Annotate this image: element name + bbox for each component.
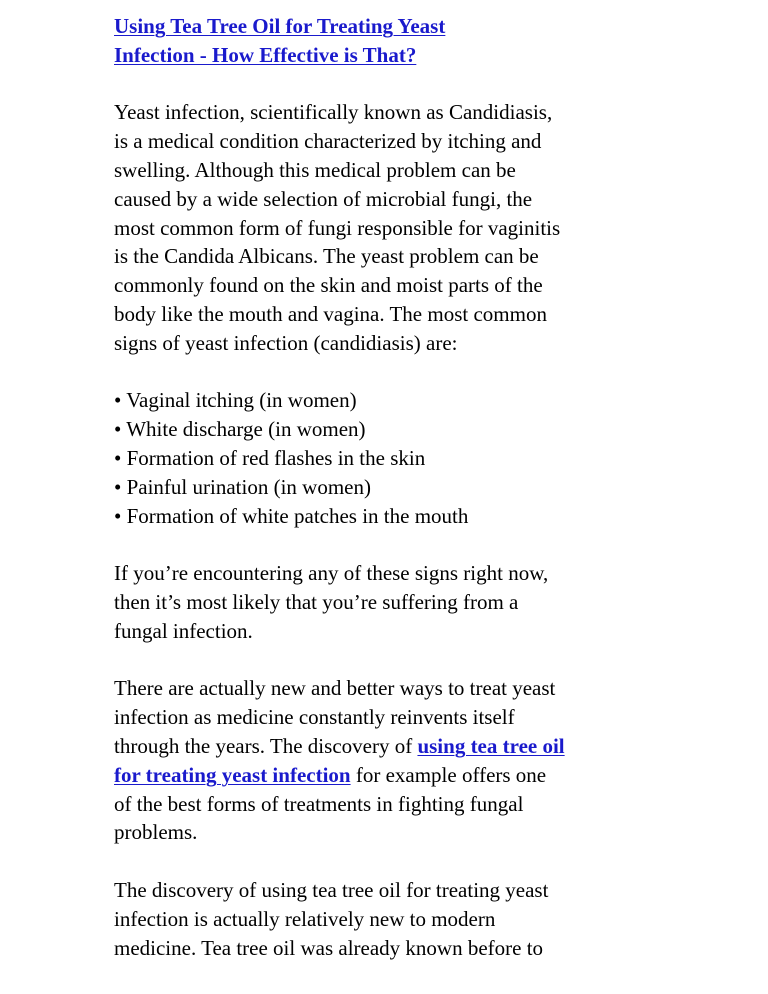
spacer [114, 358, 674, 387]
title-line-2[interactable]: Infection - How Effective is That? [114, 42, 417, 67]
list-item: • Painful urination (in women) [114, 474, 371, 499]
list-item: • Formation of white patches in the mouth [114, 503, 469, 528]
paragraph-line [114, 732, 674, 761]
tea-tree-oil-link-part-1[interactable]: using tea tree oil [417, 733, 565, 758]
treatment-paragraph [114, 674, 674, 847]
spacer [114, 530, 674, 559]
tea-tree-oil-link-part-2[interactable]: for treating yeast infection [114, 762, 351, 787]
intro-line: signs of yeast infection (candidiasis) are: [114, 330, 458, 355]
article-title-link[interactable] [114, 12, 674, 70]
discovery-paragraph [114, 876, 674, 962]
paragraph-text: for example offers one [350, 762, 547, 787]
paragraph-line: The discovery of using tea tree oil for treating yeast [114, 877, 549, 902]
paragraph-line: fungal infection. [114, 618, 253, 643]
spacer [114, 70, 674, 99]
intro-line: commonly found on the skin and moist parts of the [114, 273, 543, 298]
paragraph-line: then it’s most likely that you’re suffering from a [114, 589, 519, 614]
intro-line: body like the mouth and vagina. The most common [114, 301, 547, 326]
list-item: • Vaginal itching (in women) [114, 388, 357, 413]
intro-line: is a medical condition characterized by itching and [114, 129, 542, 154]
paragraph-line: infection as medicine constantly reinvents itself [114, 705, 515, 730]
paragraph-line [114, 761, 674, 790]
paragraph-text: through the years. The discovery of [114, 733, 418, 758]
document-page [114, 12, 674, 962]
list-item: • White discharge (in women) [114, 417, 366, 442]
title-line-1[interactable]: Using Tea Tree Oil for Treating Yeast [114, 14, 446, 38]
paragraph-line: problems. [114, 820, 198, 845]
signs-paragraph [114, 559, 674, 645]
spacer [114, 847, 674, 876]
intro-line: most common form of fungi responsible for vaginitis [114, 215, 561, 240]
intro-paragraph [114, 98, 674, 357]
spacer [114, 646, 674, 675]
symptoms-list [114, 386, 674, 530]
list-item: • Formation of red flashes in the skin [114, 445, 426, 470]
paragraph-line: There are actually new and better ways to treat yeast [114, 676, 556, 701]
intro-line: Yeast infection, scientifically known as Candidiasis, [114, 100, 553, 125]
paragraph-line: of the best forms of treatments in fighting fungal [114, 791, 524, 816]
intro-line: swelling. Although this medical problem can be [114, 157, 516, 182]
intro-line: caused by a wide selection of microbial fungi, the [114, 186, 533, 211]
paragraph-line: infection is actually relatively new to modern [114, 906, 496, 931]
paragraph-line: medicine. Tea tree oil was already known before to [114, 935, 544, 960]
paragraph-line: If you’re encountering any of these signs right now, [114, 561, 549, 586]
intro-line: is the Candida Albicans. The yeast problem can be [114, 244, 539, 269]
